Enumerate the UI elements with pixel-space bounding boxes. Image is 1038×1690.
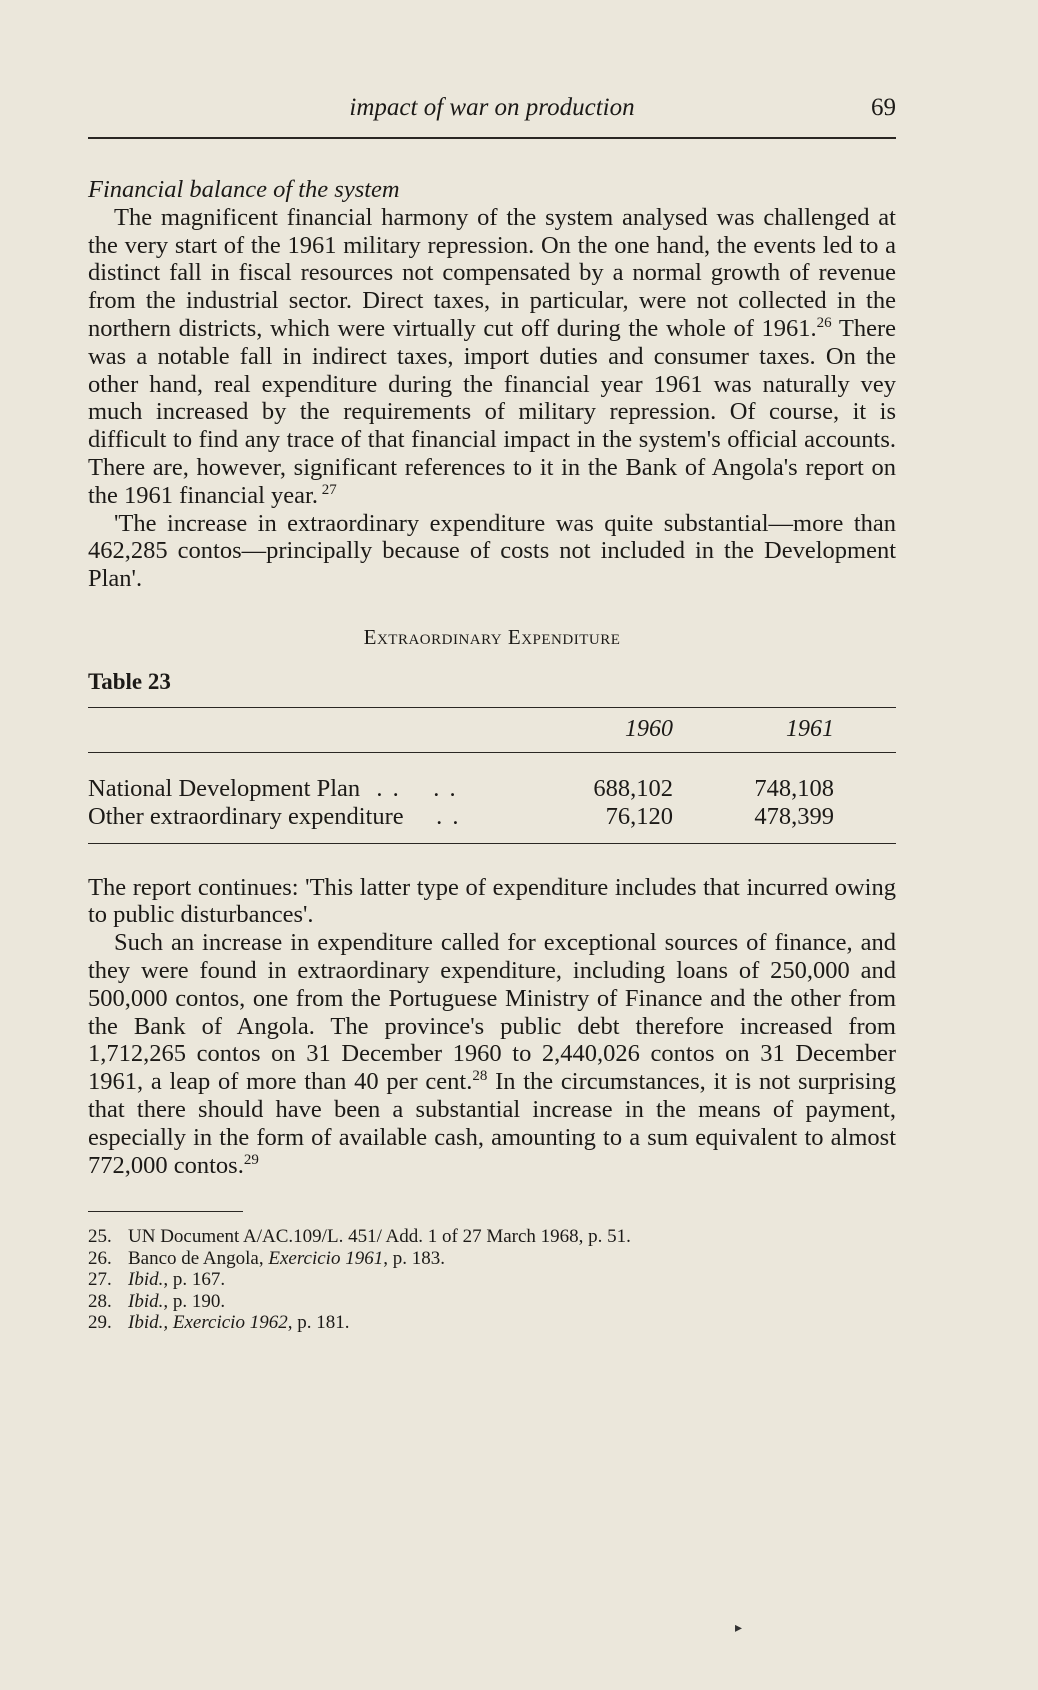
- footnote-text: [128, 1248, 445, 1270]
- table-bottom-rule: [88, 843, 896, 844]
- paragraph-text: In the circumstances, it is not surprising that there should have been a substantial increase in the means of payment, especially in the form of available cash, amounting to a sum equivalent to almost 772,000 contos.: [88, 1068, 896, 1179]
- footnote-text-plain: UN Document A/AC.109/L. 451/ Add. 1 of 27 March 1968, p. 51.: [128, 1226, 631, 1248]
- column-header-1960: 1960: [625, 716, 673, 743]
- header-rule: [88, 137, 896, 139]
- paragraph: [88, 929, 896, 1179]
- table-row: [88, 775, 896, 803]
- paragraph-text: The report continues: 'This latter type of expenditure includes that incurred owing to public disturbances'.: [88, 873, 896, 929]
- footnote-number: 27.: [88, 1269, 112, 1291]
- footnote-text-plain: , p. 190.: [163, 1290, 226, 1312]
- ink-mark: ▸: [735, 1621, 743, 1636]
- footnote: [88, 1226, 896, 1248]
- footnote-rule: [88, 1211, 243, 1212]
- body-text: [88, 176, 896, 1334]
- footnote-ref[interactable]: 27: [317, 481, 337, 498]
- footnote: [88, 1269, 896, 1291]
- footnote: [88, 1248, 896, 1270]
- column-header-1961: 1961: [786, 716, 834, 743]
- footnotes: [88, 1226, 896, 1334]
- cell-1961: 478,399: [754, 802, 834, 830]
- leader-dots: . . . .: [360, 774, 458, 802]
- footnote-text-italic: Exercicio 1961: [268, 1247, 384, 1269]
- footnote-ref[interactable]: 29: [243, 1151, 259, 1168]
- paragraph: [88, 510, 896, 593]
- footnote-text: [128, 1226, 631, 1248]
- paragraph: [88, 874, 896, 930]
- footnote-text-italic: Ibid.: [128, 1269, 164, 1291]
- footnote-text: [128, 1269, 225, 1291]
- footnote-text-plain: , p. 181.: [287, 1312, 350, 1334]
- paragraph-text: 'The increase in extraordinary expenditure was quite substantial—more than 462,285 contos—principally because of costs not included in the Development Plan'.: [88, 509, 896, 593]
- table-row: [88, 803, 896, 831]
- cell-1960: 688,102: [593, 774, 673, 802]
- row-label: [88, 803, 528, 831]
- row-label-text: National Development Plan: [88, 774, 361, 802]
- paragraph-text: The magnificent financial harmony of the system analysed was challenged at the very start of the 1961 military repression. On the one hand, the events led to a distinct fall in fiscal resources not compensated by a normal growth of revenue from the industrial sector. Direct taxes, in particular, were not collected in the northern districts, which were virtually cut off during the whole of 1961.: [88, 203, 896, 342]
- paragraph: [88, 204, 896, 510]
- page-number: 69: [871, 94, 896, 121]
- table-caption: Extraordinary Expenditure: [363, 624, 621, 649]
- footnote-ref[interactable]: 26: [816, 314, 832, 331]
- footnote: [88, 1312, 896, 1334]
- footnote-text-plain: , p. 167.: [163, 1269, 226, 1291]
- table-header-row: [88, 708, 896, 752]
- paragraph-text: Such an increase in expenditure called for exceptional sources of finance, and they were found in extraordinary expenditure, including loans of 250,000 and 500,000 contos, one from the Portuguese Ministry of Finance and the other from the Bank of Angola. The province's public debt therefore increased from 1,712,265 contos on 31 December 1960 to 2,440,026 contos on 31 December 1961, a leap of more than 40 per cent.: [88, 929, 896, 1096]
- footnote: [88, 1291, 896, 1313]
- cell-1961: 748,108: [754, 774, 834, 802]
- footnote-text-plain: Banco de Angola,: [128, 1247, 269, 1269]
- footnote-number: 25.: [88, 1226, 112, 1248]
- footnote-text: [128, 1291, 225, 1313]
- leader-dots: . .: [403, 802, 461, 830]
- section-heading: Financial balance of the system: [88, 176, 400, 203]
- cell-1960: 76,120: [605, 802, 673, 830]
- running-title: impact of war on production: [349, 94, 635, 121]
- table-body: [88, 753, 896, 843]
- footnote-text-italic: Ibid.: [128, 1290, 164, 1312]
- row-label-text: Other extraordinary expenditure: [88, 802, 404, 830]
- footnote-ref[interactable]: 28: [472, 1068, 488, 1085]
- footnote-number: 29.: [88, 1312, 112, 1334]
- row-label: [88, 775, 528, 803]
- continuation: [88, 874, 896, 1180]
- running-head: [88, 90, 896, 126]
- footnote-text: [128, 1312, 349, 1334]
- footnote-number: 26.: [88, 1247, 112, 1269]
- footnote-text-italic: Ibid., Exercicio 1962: [128, 1312, 288, 1334]
- table-label: Table 23: [88, 668, 171, 694]
- footnote-text-plain: , p. 183.: [383, 1247, 445, 1269]
- paragraph-text: There was a notable fall in indirect taxes, import duties and consumer taxes. On the other hand, real expenditure during the financial year 1961 was naturally vey much increased by the requirements of military repression. Of course, it is difficult to find any trace of that financial impact in the system's official accounts. There are, however, significant references to it in the Bank of Angola's report on the 1961 financial year.: [88, 314, 896, 509]
- footnote-number: 28.: [88, 1290, 112, 1312]
